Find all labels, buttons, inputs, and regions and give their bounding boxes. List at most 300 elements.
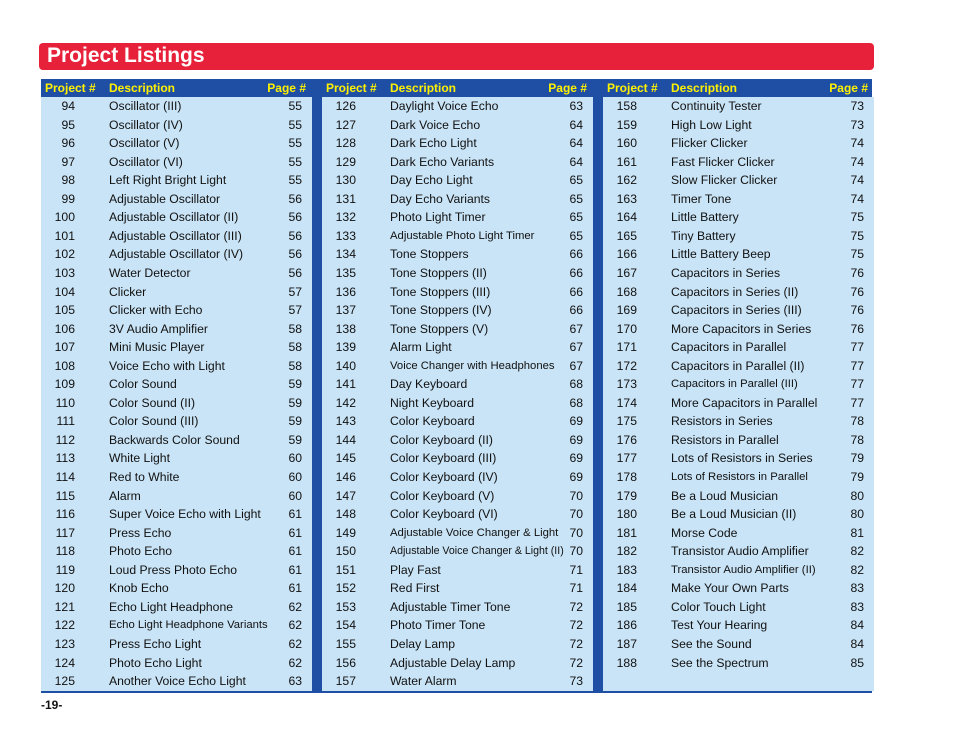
project-number: 182	[616, 544, 637, 559]
project-number: 143	[335, 414, 356, 429]
table-row	[322, 673, 593, 691]
project-page: 65	[569, 191, 583, 206]
project-page: 75	[850, 247, 864, 262]
project-description: Red First	[390, 581, 440, 596]
project-page: 79	[850, 470, 864, 484]
table-row	[322, 617, 593, 635]
project-page: 59	[288, 395, 302, 410]
table-row	[603, 636, 874, 654]
project-number: 95	[61, 117, 75, 132]
table-row	[322, 655, 593, 673]
project-page: 66	[569, 303, 583, 318]
table-row	[603, 209, 874, 227]
project-description: Color Sound (II)	[109, 395, 196, 410]
project-number: 102	[54, 247, 75, 262]
column-body	[322, 97, 593, 691]
title-bar	[39, 43, 874, 70]
table-row	[322, 506, 593, 524]
project-number: 186	[616, 618, 637, 633]
table-row	[322, 358, 593, 376]
project-number: 179	[616, 488, 637, 503]
project-page: 74	[850, 191, 864, 206]
project-description: Capacitors in Series	[671, 265, 781, 280]
project-number: 96	[61, 136, 75, 151]
project-table	[41, 79, 872, 693]
table-row	[322, 488, 593, 506]
header-description: Description	[109, 81, 176, 95]
table-column-1	[41, 79, 312, 691]
table-row	[603, 246, 874, 264]
table-row	[41, 636, 312, 654]
project-number: 110	[55, 395, 75, 410]
project-number: 105	[54, 303, 75, 318]
project-number: 171	[616, 340, 637, 355]
project-description: Dark Echo Variants	[390, 154, 495, 169]
project-description: See the Sound	[671, 636, 752, 651]
table-row	[322, 580, 593, 598]
project-page: 69	[569, 432, 583, 447]
header-project: Project #	[326, 81, 377, 95]
column-header	[41, 79, 312, 97]
project-page: 57	[288, 303, 302, 318]
project-description: Dark Voice Echo	[390, 117, 481, 132]
table-row	[41, 358, 312, 376]
project-description: Be a Loud Musician (II)	[671, 507, 797, 522]
table-row	[322, 172, 593, 190]
project-description: Play Fast	[390, 562, 441, 577]
project-page: 56	[288, 228, 302, 243]
project-page: 70	[569, 544, 583, 559]
project-number: 138	[335, 321, 356, 336]
table-row	[603, 376, 874, 394]
table-row	[41, 617, 312, 635]
table-row	[322, 562, 593, 580]
project-page: 67	[569, 321, 583, 336]
project-description: Color Keyboard (V)	[390, 488, 495, 503]
table-row	[322, 265, 593, 283]
table-row	[322, 154, 593, 172]
project-page: 83	[850, 599, 864, 614]
project-description: Adjustable Voice Changer & Light	[390, 526, 559, 539]
table-row	[603, 228, 874, 246]
project-number: 94	[61, 99, 75, 113]
project-description: Press Echo	[109, 525, 172, 540]
project-page: 61	[288, 581, 302, 596]
table-row	[603, 321, 874, 339]
project-page: 59	[288, 414, 302, 429]
table-row	[41, 599, 312, 617]
project-description: Photo Light Timer	[390, 210, 486, 225]
project-page: 60	[288, 488, 302, 503]
table-row	[603, 395, 874, 413]
project-number: 111	[56, 414, 75, 429]
table-row	[603, 599, 874, 617]
project-page: 80	[850, 488, 864, 503]
project-description: Lots of Resistors in Series	[671, 451, 813, 466]
project-page: 83	[850, 581, 864, 596]
table-row	[603, 98, 874, 116]
project-description: Adjustable Delay Lamp	[390, 655, 516, 670]
table-row	[41, 432, 312, 450]
project-number: 160	[616, 136, 637, 151]
project-page: 72	[569, 599, 583, 614]
project-description: Color Touch Light	[671, 599, 766, 614]
project-number: 130	[335, 173, 356, 188]
table-row	[41, 450, 312, 468]
project-description: White Light	[109, 451, 170, 466]
project-page: 61	[288, 544, 302, 559]
project-number: 124	[54, 655, 75, 670]
project-page: 75	[850, 228, 864, 243]
project-number: 132	[335, 210, 356, 225]
project-number: 122	[54, 618, 75, 633]
project-page: 56	[288, 247, 302, 262]
project-page: 55	[288, 154, 302, 169]
table-row	[41, 265, 312, 283]
project-number: 188	[616, 655, 637, 670]
project-number: 146	[335, 470, 356, 484]
table-row	[41, 284, 312, 302]
table-row	[322, 284, 593, 302]
project-number: 136	[335, 284, 356, 299]
project-number: 100	[54, 210, 75, 225]
project-description: Another Voice Echo Light	[109, 674, 246, 689]
table-row	[322, 98, 593, 116]
project-page: 62	[288, 599, 302, 614]
project-page: 56	[288, 191, 302, 206]
project-page: 58	[288, 340, 302, 355]
header-description: Description	[671, 81, 738, 95]
project-page: 77	[850, 358, 864, 373]
table-row	[322, 376, 593, 394]
project-description: Adjustable Voice Changer & Light (II)	[390, 545, 564, 558]
project-page: 69	[569, 470, 583, 484]
project-number: 101	[54, 228, 75, 243]
project-description: Backwards Color Sound	[109, 432, 240, 447]
project-page: 64	[569, 117, 583, 132]
project-description: Color Keyboard (IV)	[390, 470, 498, 484]
project-number: 135	[335, 265, 356, 280]
project-description: Echo Light Headphone Variants	[109, 619, 268, 632]
project-description: Transistor Audio Amplifier (II)	[671, 563, 816, 576]
project-page: 74	[850, 154, 864, 169]
table-row	[41, 228, 312, 246]
project-page: 65	[569, 173, 583, 188]
project-page: 63	[569, 99, 583, 113]
project-number: 103	[54, 265, 75, 280]
project-number: 158	[616, 99, 637, 113]
project-description: Water Detector	[109, 265, 191, 280]
table-row	[322, 191, 593, 209]
table-row	[603, 469, 874, 487]
project-description: Daylight Voice Echo	[390, 99, 499, 113]
project-number: 162	[616, 173, 637, 188]
table-row	[41, 488, 312, 506]
project-number: 185	[616, 599, 637, 614]
project-page: 75	[850, 210, 864, 225]
project-page: 77	[850, 377, 864, 392]
project-page: 69	[569, 414, 583, 429]
project-page: 63	[288, 674, 302, 689]
project-page: 65	[569, 228, 583, 243]
project-number: 184	[616, 581, 637, 596]
project-number: 175	[616, 414, 637, 429]
project-number: 141	[335, 377, 356, 392]
project-number: 126	[335, 99, 356, 113]
project-page: 76	[850, 321, 864, 336]
project-number: 142	[335, 395, 356, 410]
table-row	[603, 172, 874, 190]
project-number: 109	[54, 377, 75, 392]
project-page: 71	[569, 562, 583, 577]
project-number: 137	[335, 303, 356, 318]
table-row	[603, 191, 874, 209]
table-row	[322, 599, 593, 617]
project-page: 64	[569, 154, 583, 169]
project-page: 76	[850, 284, 864, 299]
project-description: Make Your Own Parts	[671, 581, 789, 596]
project-description: High Low Light	[671, 117, 752, 132]
table-row	[603, 432, 874, 450]
table-row	[322, 543, 593, 561]
project-page: 72	[569, 636, 583, 651]
project-number: 180	[616, 507, 637, 522]
project-number: 145	[335, 451, 356, 466]
project-number: 107	[54, 340, 75, 355]
table-row	[41, 673, 312, 691]
project-number: 163	[616, 191, 637, 206]
project-description: Lots of Resistors in Parallel	[671, 471, 808, 483]
project-description: Voice Echo with Light	[109, 358, 225, 373]
table-row	[41, 469, 312, 487]
project-description: Capacitors in Series (II)	[671, 284, 799, 299]
project-number: 131	[335, 191, 356, 206]
table-row	[603, 655, 874, 673]
project-number: 97	[61, 154, 75, 169]
table-row	[322, 135, 593, 153]
project-description: Photo Echo Light	[109, 655, 202, 670]
table-row	[603, 525, 874, 543]
project-description: Transistor Audio Amplifier	[671, 544, 809, 559]
table-row	[41, 525, 312, 543]
project-description: Timer Tone	[671, 191, 732, 206]
project-page: 64	[569, 136, 583, 151]
project-page: 84	[850, 618, 864, 633]
table-row	[322, 209, 593, 227]
project-number: 125	[54, 674, 75, 689]
project-description: Clicker	[109, 284, 147, 299]
project-number: 99	[61, 191, 75, 206]
project-description: Adjustable Timer Tone	[390, 599, 511, 614]
project-description: Red to White	[109, 470, 180, 484]
project-page: 66	[569, 284, 583, 299]
project-number: 121	[54, 599, 75, 614]
project-page: 59	[288, 432, 302, 447]
table-row	[603, 358, 874, 376]
project-page: 82	[850, 562, 864, 577]
project-number: 157	[335, 674, 356, 689]
project-description: Oscillator (VI)	[109, 154, 183, 169]
project-description: Oscillator (III)	[109, 99, 182, 113]
table-row	[603, 543, 874, 561]
project-page: 58	[288, 321, 302, 336]
project-page: 60	[288, 470, 302, 484]
table-row	[41, 339, 312, 357]
project-description: Super Voice Echo with Light	[109, 507, 261, 522]
project-page: 72	[569, 618, 583, 633]
project-page: 61	[288, 507, 302, 522]
header-page: Page #	[829, 81, 868, 95]
project-description: Be a Loud Musician	[671, 488, 779, 503]
project-description: Clicker with Echo	[109, 303, 203, 318]
project-number: 167	[616, 265, 637, 280]
project-page: 76	[850, 303, 864, 318]
project-number: 172	[616, 358, 637, 373]
table-row	[41, 376, 312, 394]
project-page: 56	[288, 210, 302, 225]
project-description: Color Keyboard (VI)	[390, 507, 498, 522]
project-number: 168	[616, 284, 637, 299]
project-description: Color Keyboard	[390, 414, 475, 429]
project-description: Continuity Tester	[671, 99, 762, 113]
project-number: 177	[616, 451, 637, 466]
project-number: 174	[616, 395, 637, 410]
project-page: 59	[288, 377, 302, 392]
project-description: Capacitors in Parallel (II)	[671, 358, 805, 373]
table-column-2	[322, 79, 593, 691]
project-description: Flicker Clicker	[671, 136, 748, 151]
project-number: 164	[616, 210, 637, 225]
table-row	[603, 339, 874, 357]
project-page: 70	[569, 525, 583, 540]
project-number: 114	[55, 470, 75, 484]
column-header	[322, 79, 593, 97]
project-number: 165	[616, 228, 637, 243]
project-number: 166	[616, 247, 637, 262]
table-row	[41, 506, 312, 524]
project-page: 65	[569, 210, 583, 225]
project-number: 128	[335, 136, 356, 151]
project-page: 79	[850, 451, 864, 466]
table-row	[322, 246, 593, 264]
project-description: See the Spectrum	[671, 655, 769, 670]
project-description: Test Your Hearing	[671, 618, 768, 633]
table-row	[41, 395, 312, 413]
table-row	[41, 117, 312, 135]
project-description: Day Echo Light	[390, 173, 473, 188]
project-page: 55	[288, 136, 302, 151]
project-description: Resistors in Series	[671, 414, 773, 429]
project-number: 106	[54, 321, 75, 336]
project-number: 147	[335, 488, 356, 503]
project-page: 57	[288, 284, 302, 299]
project-page: 70	[569, 507, 583, 522]
project-description: Water Alarm	[390, 674, 457, 689]
project-page: 56	[288, 265, 302, 280]
project-description: Little Battery Beep	[671, 247, 771, 262]
table-row	[322, 469, 593, 487]
table-row	[603, 506, 874, 524]
project-page: 71	[569, 581, 583, 596]
project-description: Dark Echo Light	[390, 136, 477, 151]
table-row	[41, 191, 312, 209]
project-number: 108	[54, 358, 75, 373]
project-description: Color Keyboard (II)	[390, 432, 493, 447]
project-page: 66	[569, 265, 583, 280]
table-row	[322, 413, 593, 431]
table-row	[322, 432, 593, 450]
table-row	[322, 339, 593, 357]
project-number: 149	[335, 525, 356, 540]
project-number: 178	[616, 470, 637, 484]
header-description: Description	[390, 81, 457, 95]
table-row	[603, 562, 874, 580]
project-description: 3V Audio Amplifier	[109, 321, 208, 336]
project-number: 123	[54, 636, 75, 651]
project-description: Left Right Bright Light	[109, 173, 227, 188]
header-project: Project #	[45, 81, 96, 95]
project-page: 58	[288, 358, 302, 373]
project-number: 116	[55, 507, 75, 522]
project-page: 61	[288, 525, 302, 540]
project-number: 159	[616, 117, 637, 132]
table-row	[603, 117, 874, 135]
project-number: 155	[335, 636, 356, 651]
project-number: 151	[335, 562, 356, 577]
table-row	[322, 228, 593, 246]
project-page: 55	[288, 99, 302, 113]
project-description: Tiny Battery	[671, 228, 736, 243]
table-row	[603, 450, 874, 468]
project-page: 61	[288, 562, 302, 577]
project-number: 133	[335, 228, 356, 243]
project-page: 85	[850, 655, 864, 670]
project-description: Photo Timer Tone	[390, 618, 486, 633]
project-page: 73	[569, 674, 583, 689]
project-description: Tone Stoppers (IV)	[390, 303, 492, 318]
table-row	[41, 543, 312, 561]
project-description: Oscillator (V)	[109, 136, 180, 151]
project-description: Adjustable Photo Light Timer	[390, 229, 535, 242]
column-body	[603, 97, 874, 691]
table-row	[41, 302, 312, 320]
project-description: Voice Changer with Headphones	[390, 359, 555, 372]
project-description: Day Keyboard	[390, 377, 468, 392]
project-description: Photo Echo	[109, 544, 173, 559]
project-page: 81	[850, 525, 864, 540]
project-page: 80	[850, 507, 864, 522]
project-description: Slow Flicker Clicker	[671, 173, 778, 188]
header-project: Project #	[607, 81, 658, 95]
project-number: 173	[616, 377, 637, 392]
project-description: Little Battery	[671, 210, 739, 225]
table-row	[322, 525, 593, 543]
table-row	[41, 246, 312, 264]
project-description: Capacitors in Parallel	[671, 340, 787, 355]
page-number: -19-	[41, 698, 63, 712]
table-row	[41, 562, 312, 580]
project-page: 76	[850, 265, 864, 280]
project-description: More Capacitors in Series	[671, 321, 812, 336]
project-number: 183	[616, 562, 637, 577]
project-number: 153	[335, 599, 356, 614]
project-page: 70	[569, 488, 583, 503]
project-description: Fast Flicker Clicker	[671, 154, 775, 169]
project-page: 62	[288, 636, 302, 651]
table-row	[322, 302, 593, 320]
project-number: 154	[335, 618, 356, 633]
project-number: 139	[335, 340, 356, 355]
